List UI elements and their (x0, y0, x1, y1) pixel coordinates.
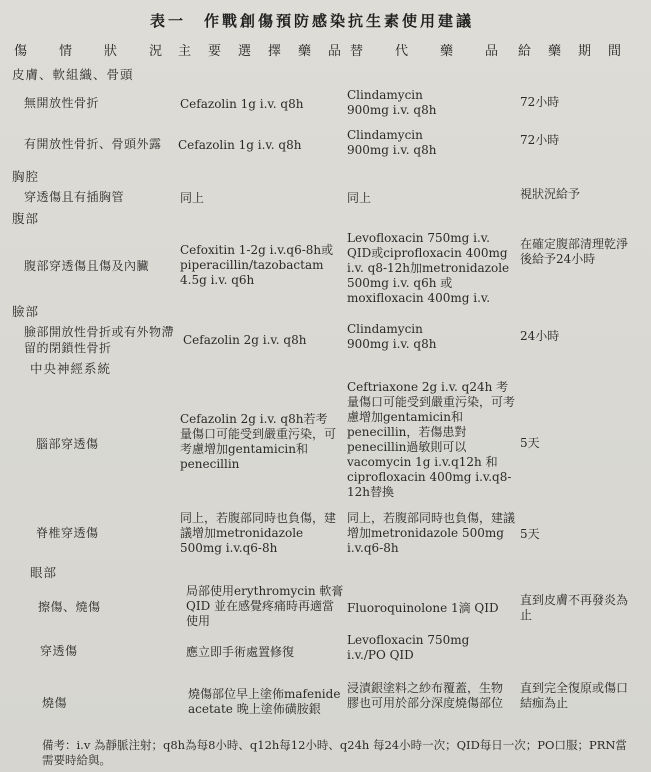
row-alternative: Clindamycin 900mg i.v. q8h (347, 128, 437, 157)
row-condition: 臉部開放性骨折或有外物滯留的閉鎖性骨折 (24, 325, 175, 355)
row-condition: 燒傷 (42, 696, 68, 710)
row-alternative: Levofloxacin 750mg i.v./PO QID (347, 633, 470, 662)
row-primary: 同上 (180, 191, 205, 205)
section-abdomen: 腹部 (12, 211, 40, 226)
row-condition: 穿透傷 (40, 644, 78, 658)
header-condition: 傷 情 狀 況 (14, 44, 165, 59)
row-duration: 5天 (520, 527, 540, 541)
header-alternative: 替 代 藥 品 (350, 44, 501, 59)
row-primary: Cefazolin 2g i.v. q8h若考量傷口可能受到嚴重污染，可考慮增加gentamicin和penecillin (180, 412, 337, 471)
section-skin: 皮膚、軟組織、骨頭 (12, 67, 134, 82)
row-condition: 脊椎穿透傷 (36, 526, 99, 540)
row-duration: 72小時 (520, 95, 560, 109)
row-alternative: Clindamycin 900mg i.v. q8h (347, 88, 437, 117)
row-condition: 擦傷、燒傷 (38, 600, 101, 614)
table-title: 表一 作戰創傷預防感染抗生素使用建議 (150, 12, 475, 30)
row-alternative: 浸漬銀塗料之紗布覆蓋，生物膠也可用於部分深度燒傷部位 (347, 681, 504, 710)
row-condition: 穿透傷且有插胸管 (24, 190, 125, 204)
row-duration: 72小時 (520, 133, 560, 147)
row-alternative: 同上 (347, 191, 372, 205)
section-chest: 胸腔 (12, 169, 40, 184)
row-duration: 24小時 (520, 329, 560, 343)
row-primary: 燒傷部位早上塗佈mafenide acetate 晚上塗佈磺胺銀 (188, 687, 341, 716)
row-duration: 直到完全復原或傷口結痂為止 (520, 681, 629, 710)
row-primary: 局部使用erythromycin 軟膏QID 並在感覺疼痛時再適當使用 (186, 584, 344, 628)
footnote: 備考：i.v 為靜脈注射；q8h為每8小時、q12h每12小時、q24h 每24小時一次；QID每日一次；PO口服；PRN當需要時給與。 (42, 738, 627, 767)
row-condition: 有開放性骨折、骨頭外露 (24, 137, 162, 151)
row-alternative: 同上，若腹部同時也負傷，建議增加metronidazole 500mg i.v.q6-8h (347, 511, 516, 555)
row-duration: 視狀況給予 (520, 187, 581, 201)
row-duration: 5天 (520, 436, 540, 450)
row-duration: 在確定腹部清理乾淨後給予24小時 (520, 237, 629, 266)
row-alternative: Ceftriaxone 2g i.v. q24h 考量傷口可能受到嚴重污染，可考慮增加gentamicin和penecillin，若傷患對penecillin過敏則可以vacomycin 1g i.v.q12h 和ciprofloxacin 400mg i.v.q8-12h替換 (347, 380, 516, 499)
row-alternative: Levofloxacin 750mg i.v. QID或ciprofloxacin 400mg i.v. q8-12h加metronidazole 500mg i.v. q6h 或moxifloxacin 400mg i.v. (347, 231, 510, 305)
row-alternative: Fluoroquinolone 1滴 QID (347, 601, 499, 615)
row-primary: Cefoxitin 1-2g i.v.q6-8h或piperacillin/tazobactam 4.5g i.v. q6h (180, 243, 334, 287)
row-condition: 腦部穿透傷 (36, 437, 99, 451)
row-primary: Cefazolin 2g i.v. q8h (183, 333, 307, 347)
section-cns: 中央神經系統 (30, 361, 112, 376)
row-primary: Cefazolin 1g i.v. q8h (178, 138, 302, 152)
row-primary: 同上，若腹部同時也負傷，建議增加metronidazole 500mg i.v.q6-8h (180, 511, 337, 555)
row-duration: 直到皮膚不再發炎為止 (520, 593, 629, 622)
row-alternative: Clindamycin 900mg i.v. q8h (347, 322, 437, 351)
row-primary: Cefazolin 1g i.v. q8h (180, 97, 304, 111)
section-face: 臉部 (12, 304, 40, 319)
section-eye: 眼部 (30, 565, 58, 580)
header-primary: 主 要 選 擇 藥 品 (178, 44, 344, 59)
row-condition: 無開放性骨折 (24, 96, 100, 110)
header-duration: 給 藥 期 間 (518, 44, 624, 59)
row-condition: 腹部穿透傷且傷及內臟 (24, 259, 150, 273)
row-primary: 應立即手術處置修復 (186, 645, 295, 659)
